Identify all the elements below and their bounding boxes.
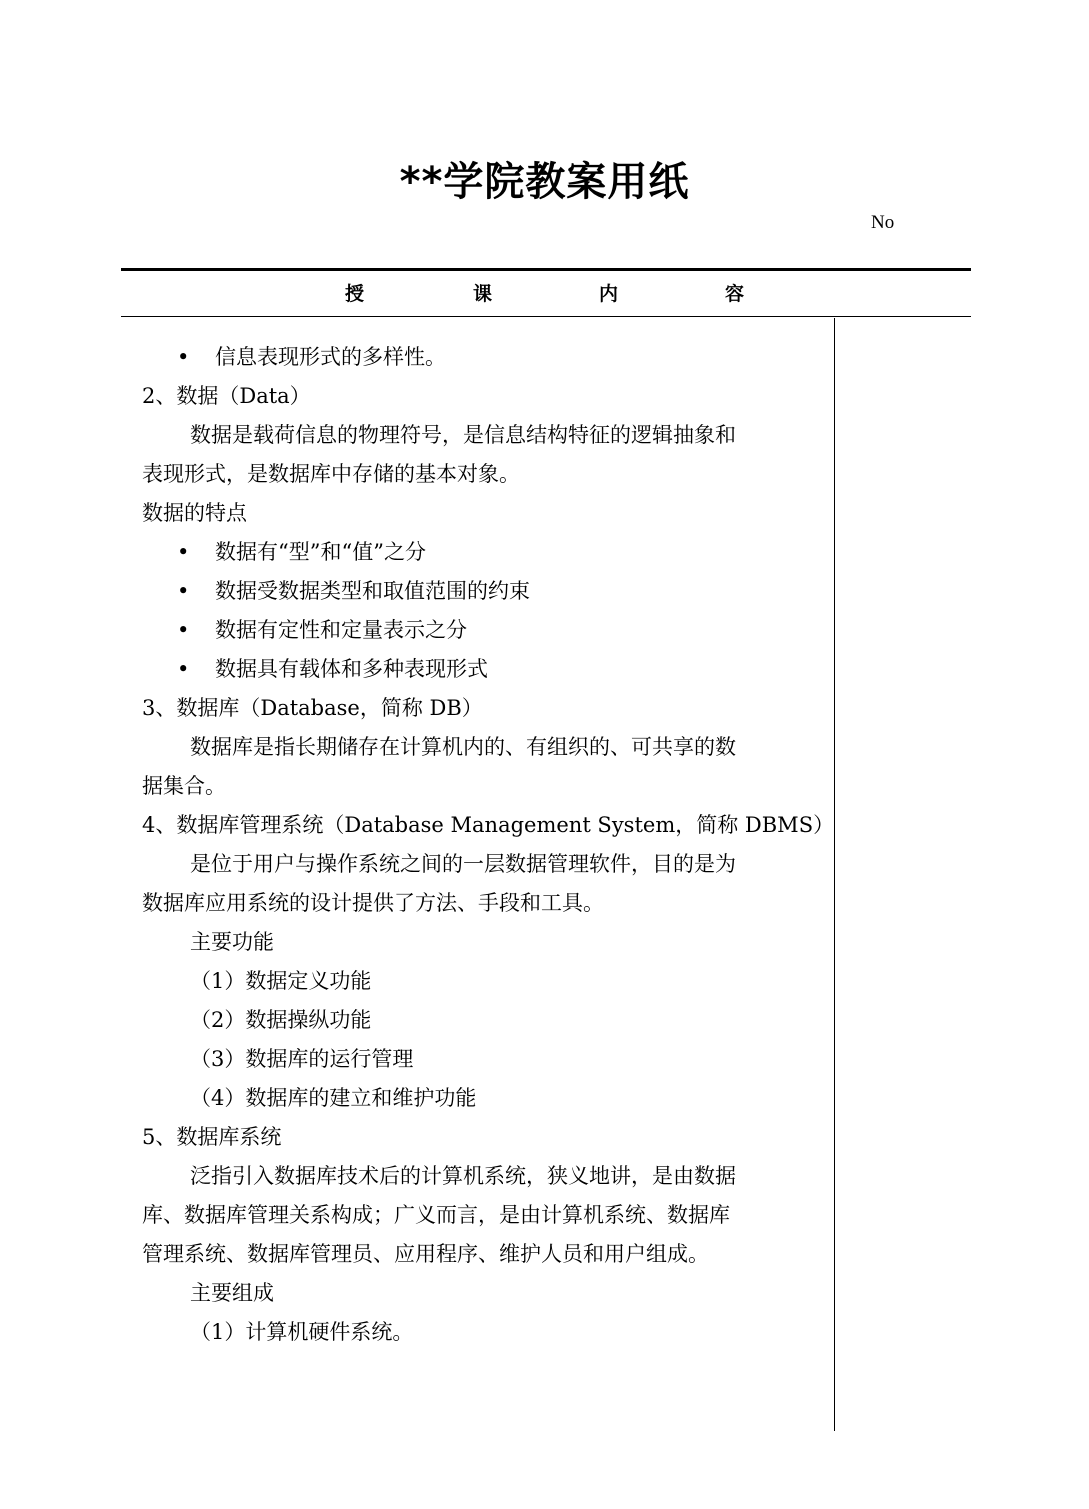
text-line: 表现形式，是数据库中存储的基本对象。 [142, 462, 520, 486]
text-line: 管理系统、数据库管理员、应用程序、维护人员和用户组成。 [142, 1242, 709, 1266]
text-line: 数据的特点 [142, 501, 247, 525]
text-line: 据集合。 [142, 774, 226, 798]
bullet-icon: • [177, 345, 190, 369]
text-line: 3、数据库（Database，简称 DB） [142, 696, 483, 720]
bullet-text: 数据有定性和定量表示之分 [215, 618, 467, 642]
bullet-item [142, 650, 828, 689]
header-top-rule [121, 268, 971, 271]
numbered-item: （4）数据库的建立和维护功能 [190, 1086, 477, 1110]
bullet-item [142, 611, 828, 650]
text-line: 数据库是指长期储存在计算机内的、有组织的、可共享的数 [190, 735, 736, 759]
text-line: 数据是载荷信息的物理符号，是信息结构特征的逻辑抽象和 [190, 423, 736, 447]
bullet-text: 数据具有载体和多种表现形式 [215, 657, 488, 681]
numbered-item: （2）数据操纵功能 [190, 1008, 372, 1032]
bullet-icon: • [177, 618, 190, 642]
numbered-item: （3）数据库的运行管理 [190, 1047, 414, 1071]
bullet-icon: • [177, 540, 190, 564]
header-bottom-rule [121, 316, 971, 317]
header-char: 课 [473, 283, 493, 305]
lesson-content [142, 338, 835, 1352]
text-line: 库、数据库管理关系构成；广义而言，是由计算机系统、数据库 [142, 1203, 730, 1227]
text-line: 是位于用户与操作系统之间的一层数据管理软件，目的是为 [190, 852, 736, 876]
bullet-text: 数据受数据类型和取值范围的约束 [215, 579, 530, 603]
numbered-item: （1）计算机硬件系统。 [190, 1320, 414, 1344]
page-number-label: No [871, 212, 895, 233]
page-title: **学院教案用纸 [399, 159, 690, 205]
header-char: 授 [345, 283, 365, 305]
bullet-icon: • [177, 657, 190, 681]
margin-column-divider [834, 318, 835, 1431]
header-char: 容 [725, 283, 745, 305]
text-line: 数据库应用系统的设计提供了方法、手段和工具。 [142, 891, 604, 915]
bullet-item [142, 338, 828, 377]
text-line: 主要功能 [190, 930, 274, 954]
numbered-item: （1）数据定义功能 [190, 969, 372, 993]
text-line: 5、数据库系统 [142, 1125, 282, 1149]
bullet-item [142, 533, 828, 572]
text-line: 2、数据（Data） [142, 384, 311, 408]
bullet-icon: • [177, 579, 190, 603]
text-line: 泛指引入数据库技术后的计算机系统，狭义地讲，是由数据 [190, 1164, 736, 1188]
text-line: 主要组成 [190, 1281, 274, 1305]
column-header [121, 279, 836, 309]
bullet-item [142, 572, 828, 611]
bullet-text: 信息表现形式的多样性。 [215, 345, 446, 369]
header-char: 内 [599, 283, 619, 305]
text-line: 4、数据库管理系统（Database Management System，简称 DBMS） [142, 813, 835, 837]
bullet-text: 数据有“型”和“值”之分 [215, 540, 426, 564]
